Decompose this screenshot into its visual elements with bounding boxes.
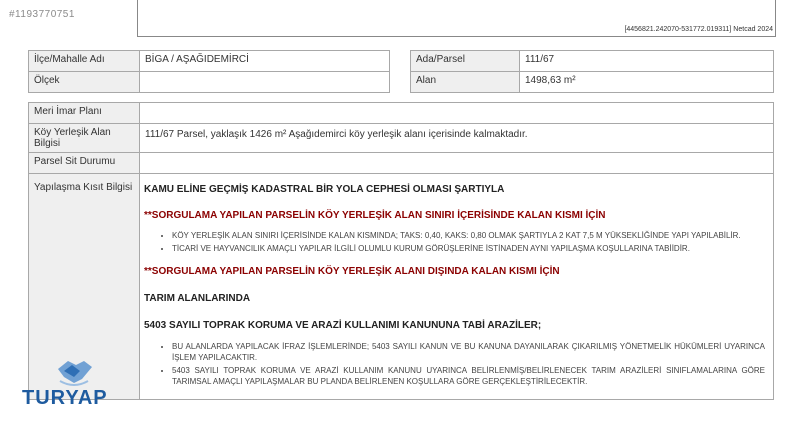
site-status-label: Parsel Sit Durumu [29, 153, 140, 174]
listing-id: #1193770751 [9, 9, 75, 20]
law-list [144, 341, 765, 387]
zoning-plan-label: Meri İmar Planı [29, 103, 140, 124]
parcel-label: Ada/Parsel [411, 51, 520, 72]
list-item: • KÖY YERLEŞİK ALAN SINIRI İÇERİSİNDE KALAN KISMINDA; TAKS: 0,40, KAKS: 0,80 OLMAK ŞARTIYLA 2 KAT 7,5 M YÜKSEKLİĞİNDE YAPI YAPILABİLİR. [172, 230, 765, 241]
road-frontage-heading: KAMU ELİNE GEÇMİŞ KADASTRAL BİR YOLA CEPHESİ OLMASI ŞARTIYLA [144, 184, 505, 195]
location-table [28, 50, 390, 93]
site-status-value [140, 153, 774, 174]
list-item: • BU ALANLARDA YAPILACAK İFRAZ İŞLEMLERİNDE; 5403 SAYILI KANUN VE BU KANUNA DAYANILARAK ÇIKARILMIŞ YÖNETMELİK HÜKÜMLERİ UYARINCA İŞLEM YAPILACAKTIR. [172, 341, 765, 363]
table-row [29, 72, 390, 93]
law-heading: 5403 SAYILI TOPRAK KORUMA VE ARAZİ KULLANIMI KANUNUNA TABİ ARAZİLER; [144, 320, 542, 331]
table-row [411, 72, 774, 93]
restriction-content [140, 174, 774, 400]
scale-value [140, 72, 390, 93]
table-row [29, 124, 774, 153]
table-row [29, 174, 774, 400]
restriction-label: Yapılaşma Kısıt Bilgisi [29, 174, 140, 400]
list-item: • TİCARİ VE HAYVANCILIK AMAÇLI YAPILAR İLGİLİ OLUMLU KURUM GÖRÜŞLERİNE İSTİNADEN AYNI YAPILAŞMA KOŞULLARINA TABİİDİR. [172, 243, 765, 254]
inside-village-heading: **SORGULAMA YAPILAN PARSELİN KÖY YERLEŞİK ALAN SINIRI İÇERİSİNDE KALAN KISMI İÇİN [144, 210, 606, 221]
district-label: İlçe/Mahalle Adı [29, 51, 140, 72]
coordinate-reference: [4456821.242070-531772.019311] Netcad 2024 [624, 26, 773, 33]
map-header-box [137, 0, 776, 37]
outside-village-heading: **SORGULAMA YAPILAN PARSELİN KÖY YERLEŞİK ALANI DIŞINDA KALAN KISMI İÇİN [144, 266, 560, 277]
logo-text: TURYAP [22, 387, 108, 409]
district-value: BİGA / AŞAĞIDEMİRCİ [140, 51, 390, 72]
area-value: 1498,63 m² [520, 72, 774, 93]
area-label: Alan [411, 72, 520, 93]
village-area-value: 111/67 Parsel, yaklaşık 1426 m² Aşağıdemirci köy yerleşik alanı içerisinde kalmaktadır. [140, 124, 774, 153]
parcel-table [410, 50, 774, 93]
table-row [29, 153, 774, 174]
agricultural-heading: TARIM ALANLARINDA [144, 293, 251, 304]
table-row [29, 103, 774, 124]
table-row [411, 51, 774, 72]
table-row [29, 51, 390, 72]
inside-village-list [144, 230, 765, 254]
turyap-logo [20, 355, 126, 411]
scale-label: Ölçek [29, 72, 140, 93]
village-area-label: Köy Yerleşik Alan Bilgisi [29, 124, 140, 153]
list-item: • 5403 SAYILI TOPRAK KORUMA VE ARAZİ KULLANIM KANUNU UYARINCA BELİRLENMİŞ/BELİRLENECEK TARIM ARAZİLERİ SINIFLAMALARINA GÖRE TARIMSAL AMAÇLI YAPILAŞMALAR BU PLANDA BELİRLENEN KOŞULLARA GÖRE GERÇEKLEŞTİRİLECEKTİR. [172, 365, 765, 387]
handshake-icon [54, 355, 94, 387]
zoning-table [28, 102, 774, 400]
zoning-plan-value [140, 103, 774, 124]
parcel-value: 111/67 [520, 51, 774, 72]
